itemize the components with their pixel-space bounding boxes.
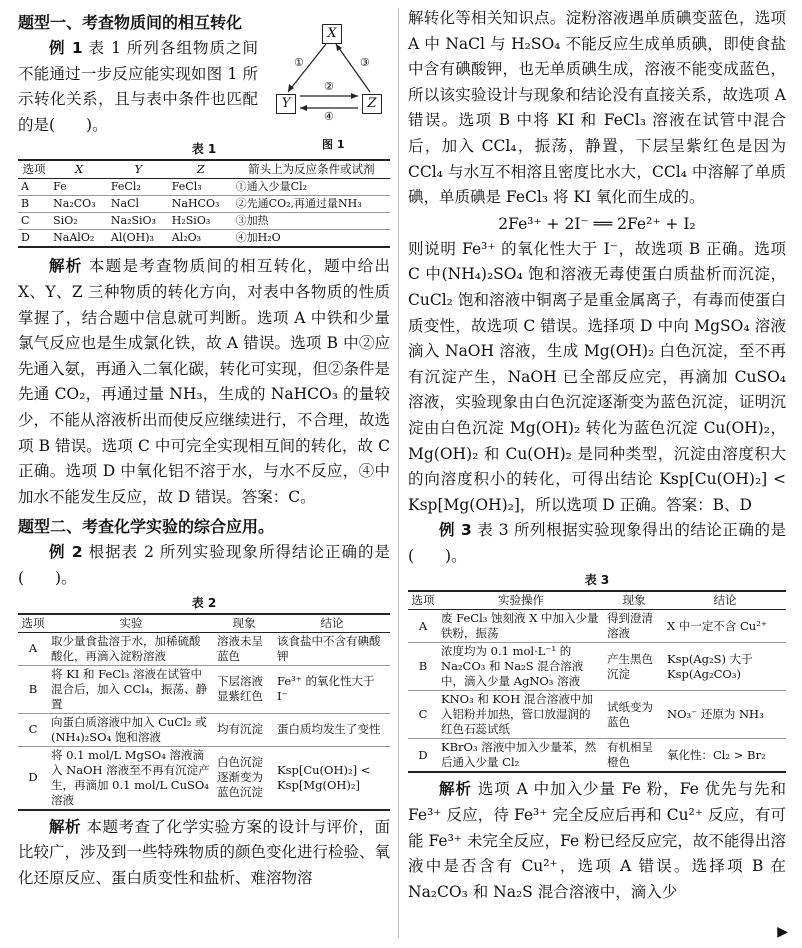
table-cell: ②先通CO₂,再通过量NH₃: [233, 196, 390, 213]
analysis1-paragraph: [18, 254, 390, 510]
table-cell: 试纸变为蓝色: [604, 691, 664, 739]
analysis2-text: 本题考查了化学实验方案的设计与评价，面比较广，涉及到一些特殊物质的颜色变化进行检验、氧化还原反应、蛋白质变性和盐析、难溶物溶: [18, 817, 391, 887]
figure-1-caption: 图 1: [322, 138, 345, 151]
table-row: [18, 196, 390, 213]
redox-equation: 2Fe³⁺ + 2I⁻ ══ 2Fe²⁺ + I₂: [498, 214, 696, 233]
table1-header: Y: [108, 160, 169, 179]
table-cell: NaAlO₂: [50, 230, 108, 248]
example1-text: 表 1 所列各组物质之间不能通过一步反应能实现如图 1 所示转化关系，且与表中条件也匹配的是( )。: [18, 39, 259, 134]
table-cell: B: [408, 643, 438, 691]
left-column: [18, 0, 390, 891]
table-cell: ①通入少量Cl₂: [233, 179, 390, 196]
topic1-title: 题型一、考查物质间的相互转化: [18, 13, 243, 32]
analysis3-text: 选项 A 中加入少量 Fe 粉，Fe 优先与先和 Fe³⁺ 反应，待 Fe³⁺ 完全反应后再和 Cu²⁺ 反应，有可能 Fe³⁺ 未完全反应，Fe 粉已经反应完，故不能得出溶液中是否含有 Cu²⁺，选项 A 错误。选择项 B 在 Na₂CO₃ 和 Na₂S 混合溶液中，滴入少: [408, 780, 786, 901]
table-cell: A: [18, 632, 48, 665]
table-cell: 浓度均为 0.1 mol·L⁻¹ 的 Na₂CO₃ 和 Na₂S 混合溶液中，滴入少量 AgNO₃ 溶液: [438, 643, 604, 691]
example2-label: 例 2: [49, 543, 83, 562]
analysis2-continued-2: 则说明 Fe³⁺ 的氧化性大于 I⁻，故选项 B 正确。选项 C 中(NH₄)₂SO₄ 饱和溶液无毒使蛋白质盐析而沉淀，CuCl₂ 饱和溶液中铜离子是重金属离子，有毒而使蛋白质变性，故选项 C 错误。选择项 D 中向 MgSO₄ 溶液滴入 NaOH 溶液，生成 Mg(OH)₂ 白色沉淀，至不再有沉淀产生，NaOH 已全部反应完，再滴加 CuSO₄ 溶液，实验现象由白色沉淀逐渐变为蓝色沉淀，证明沉淀由白色沉淀 Mg(OH)₂ 转化为蓝色沉淀 Cu(OH)₂，Mg(OH)₂ 和 Cu(OH)₂ 是同种类型，沉淀由溶度积大的向溶度积小的转化，可得出结论 Ksp[Cu(OH)₂] < Ksp[Mg(OH)₂]，所以选项 D 正确。答案：B、D: [408, 239, 786, 514]
label-2: ②: [324, 80, 334, 93]
table1-header: X: [50, 160, 108, 179]
example1-paragraph: [18, 36, 258, 138]
topic2-title: 题型二、考查化学实验的综合应用。: [18, 517, 275, 537]
table-cell: 白色沉淀逐渐变为蓝色沉淀: [214, 746, 274, 810]
table-row: [18, 713, 390, 746]
table-cell: NaCl: [108, 196, 169, 213]
table2-header: 现象: [214, 614, 274, 633]
table-cell: Fe³⁺ 的氧化性大于 I⁻: [274, 665, 390, 713]
table2-header: 结论: [274, 614, 390, 633]
table-cell: ③加热: [233, 213, 390, 230]
table2-header: 选项: [18, 614, 48, 633]
table-cell: Ksp[Cu(OH)₂] < Ksp[Mg(OH)₂]: [274, 746, 390, 810]
table2-caption: 表 2: [191, 595, 217, 610]
table-2: [18, 613, 390, 811]
table-cell: D: [18, 230, 50, 248]
label-4: ④: [324, 110, 334, 123]
table-cell: 将 0.1 mol/L MgSO₄ 溶液滴入 NaOH 溶液至不再有沉淀产生，再滴加 0.1 mol/L CuSO₄ 溶液: [48, 746, 214, 810]
table-cell: D: [408, 739, 438, 773]
analysis1-text: 本题是考查物质间的相互转化，题中给出 X、Y、Z 三种物质的转化方向，对表中各物质的性质掌握了，结合题中信息就可判断。选项 A 中铁和少量氯气反应也是生成氯化铁，故 A 错误。选项 B 中②应先通入氨，再通入二氧化碳，转化可实现，但②条件是先通 CO₂，再通过量 NH₃，生成的 NaHCO₃ 的量较少，不能从溶液析出而使反应继续进行，不合理，故选项 B 错误。选项 C 中可完全实现相互间的转化，故 C 正确。选项 D 中氧化铝不溶于水，与水不反应，④中加水不能发生反应，故 D 错误。答案：C。: [18, 257, 391, 506]
table-row: [408, 610, 786, 643]
table3-header-row: [408, 591, 786, 610]
right-column: [408, 0, 786, 905]
table-cell: Fe: [50, 179, 108, 196]
node-x: X: [322, 24, 342, 44]
table-cell: Na₂CO₃: [50, 196, 108, 213]
table-cell: Al₂O₃: [169, 230, 233, 248]
table-cell: 溶液未呈蓝色: [214, 632, 274, 665]
label-3: ③: [360, 56, 370, 69]
table-cell: 产生黑色沉淀: [604, 643, 664, 691]
table-row: [18, 746, 390, 810]
table-cell: 向蛋白质溶液中加入 CuCl₂ 或(NH₄)₂SO₄ 饱和溶液: [48, 713, 214, 746]
table-cell: Al(OH)₃: [108, 230, 169, 248]
table2-header: 实验: [48, 614, 214, 633]
table-3: [408, 590, 786, 773]
table-cell: A: [18, 179, 50, 196]
table-cell: C: [18, 713, 48, 746]
table-cell: A: [408, 610, 438, 643]
table-cell: C: [408, 691, 438, 739]
analysis3-label: 解析: [439, 780, 472, 799]
table1-header: 选项: [18, 160, 50, 179]
column-divider: [398, 8, 399, 938]
analysis2-label: 解析: [49, 817, 82, 836]
table-cell: 下层溶液显紫红色: [214, 665, 274, 713]
table-cell: 取少量食盐溶于水，加稀硫酸酸化，再滴入淀粉溶液: [48, 632, 214, 665]
table-cell: 均有沉淀: [214, 713, 274, 746]
table-row: [18, 632, 390, 665]
table-row: [18, 179, 390, 196]
continue-arrow-icon: ▶: [777, 924, 788, 940]
table-row: [18, 230, 390, 248]
table-cell: B: [18, 196, 50, 213]
table-cell: 氧化性：Cl₂ > Br₂: [664, 739, 786, 773]
table-cell: X 中一定不含 Cu²⁺: [664, 610, 786, 643]
example3-label: 例 3: [439, 521, 472, 540]
table3-header: 实验操作: [438, 591, 604, 610]
label-1: ①: [294, 56, 304, 69]
table-cell: Ksp(Ag₂S) 大于 Ksp(Ag₂CO₃): [664, 643, 786, 691]
table-row: [18, 213, 390, 230]
table1-caption: 表 1: [191, 142, 217, 157]
table-cell: KNO₃ 和 KOH 混合溶液中加入铝粉并加热，管口放湿润的红色石蕊试纸: [438, 691, 604, 739]
table-cell: 有机相呈橙色: [604, 739, 664, 773]
table-cell: KBrO₃ 溶液中加入少量苯，然后通入少量 Cl₂: [438, 739, 604, 773]
table3-header: 结论: [664, 591, 786, 610]
analysis1-label: 解析: [49, 257, 83, 276]
table-cell: FeCl₃: [169, 179, 233, 196]
table-cell: B: [18, 665, 48, 713]
table-row: [408, 691, 786, 739]
table-cell: NO₃⁻ 还原为 NH₃: [664, 691, 786, 739]
node-y: Y: [276, 94, 296, 114]
table-cell: FeCl₂: [108, 179, 169, 196]
analysis2-paragraph: [18, 815, 390, 892]
table-row: [408, 739, 786, 773]
table-cell: 将 KI 和 FeCl₃ 溶液在试管中混合后，加入 CCl₄，振荡、静置: [48, 665, 214, 713]
table-row: [18, 665, 390, 713]
table-cell: 废 FeCl₃ 蚀刻液 X 中加入少量铁粉，振荡: [438, 610, 604, 643]
node-z: Z: [362, 94, 382, 114]
table1-header: Z: [169, 160, 233, 179]
table3-header: 现象: [604, 591, 664, 610]
table-cell: NaHCO₃: [169, 196, 233, 213]
table-cell: C: [18, 213, 50, 230]
table-1: [18, 159, 390, 248]
figure-1: [274, 18, 390, 168]
analysis3-paragraph: [408, 777, 786, 905]
example1-label: 例 1: [49, 39, 83, 57]
table-row: [408, 643, 786, 691]
example3-text: 表 3 所列根据实验现象得出的结论正确的是( )。: [408, 521, 787, 565]
analysis2-continued: 解转化等相关知识点。淀粉溶液遇单质碘变蓝色，选项 A 中 NaCl 与 H₂SO₄ 不能反应生成单质碘，即使食盐中含有碘酸钾，也无单质碘生成，溶液不能变成蓝色，所以该实验设计与现象和结论没有直接关系，故选项 A 错误。选项 B 中将 KI 和 FeCl₃ 溶液在试管中混合后，加入 CCl₄，振荡，静置，下层呈紫红色是因为 CCl₄ 与水互不相溶且密度比水大，CCl₄ 中溶解了单质碘，单质碘是 FeCl₃ 将 KI 氧化而生成的。: [408, 9, 786, 207]
table-cell: 得到澄清溶液: [604, 610, 664, 643]
table3-header: 选项: [408, 591, 438, 610]
table2-header-row: [18, 614, 390, 633]
table-cell: D: [18, 746, 48, 810]
table-cell: ④加H₂O: [233, 230, 390, 248]
table-cell: SiO₂: [50, 213, 108, 230]
example2-text: 根据表 2 所列实验现象所得结论正确的是( )。: [18, 543, 390, 587]
table-cell: H₂SiO₃: [169, 213, 233, 230]
table-cell: Na₂SiO₃: [108, 213, 169, 230]
table-cell: 蛋白质均发生了变性: [274, 713, 390, 746]
table1-header: 箭头上为反应条件或试剂: [233, 160, 390, 179]
example2-paragraph: [18, 540, 390, 591]
example3-paragraph: [408, 518, 786, 569]
table-cell: 该食盐中不含有碘酸钾: [274, 632, 390, 665]
table3-caption: 表 3: [584, 573, 610, 588]
